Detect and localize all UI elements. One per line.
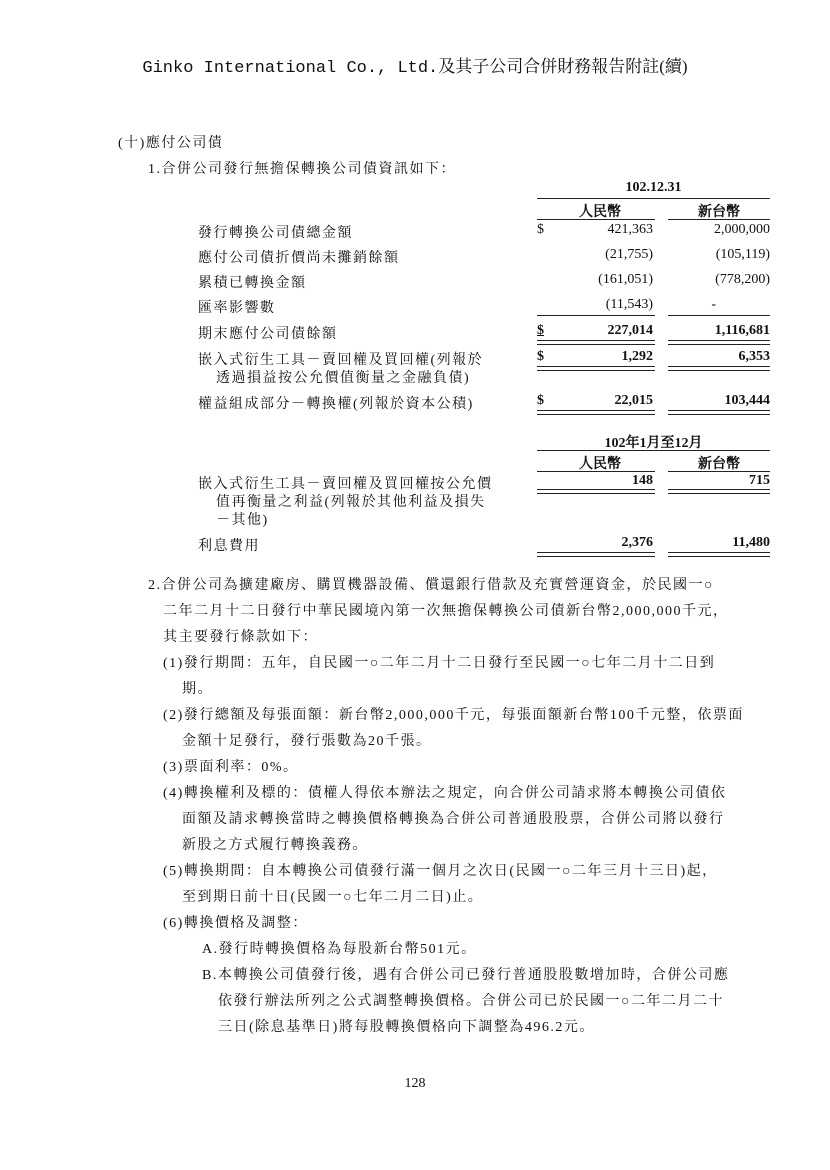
term-1-line: (1)發行期間：五年，自民國一○二年二月十二日發行至民國一○七年二月十二日到 <box>163 656 716 671</box>
table2-col-ntd-rule <box>668 471 770 472</box>
table1-row-rmb: (11,543) <box>605 297 653 312</box>
table1-row-rmb: 227,014 <box>607 323 653 338</box>
page-header <box>0 52 830 78</box>
total-rule-rmb <box>537 340 655 345</box>
total-rule-rmb <box>537 366 655 371</box>
subtotal-rule-rmb <box>537 315 655 316</box>
total-rule-ntd <box>668 410 770 415</box>
table1-row-rmb: 421,363 <box>607 222 653 237</box>
table1-row-ntd: (105,119) <box>715 247 770 262</box>
table2-row-label-cont: 值再衡量之利益(列報於其他利益及損失 <box>216 495 486 510</box>
table2-period-header: 102年1月至12月 <box>604 436 703 451</box>
table1-row-label-cont: 透過損益按公允價值衡量之金融負債) <box>216 371 471 386</box>
total-rule-rmb <box>537 489 655 494</box>
table2-row-rmb: 148 <box>632 473 653 488</box>
total-rule-rmb <box>537 410 655 415</box>
header-company-name: Ginko International Co., Ltd. <box>142 59 439 78</box>
term-6-line: (6)轉換價格及調整： <box>163 916 308 931</box>
table1-date-header: 102.12.31 <box>625 180 682 195</box>
total-rule-ntd <box>668 489 770 494</box>
table1-row-ntd: 103,444 <box>724 393 770 408</box>
term-3-line: (3)票面利率：0%。 <box>163 760 299 775</box>
subterm-b-line: 三日(除息基準日)將每股轉換價格向下調整為496.2元。 <box>218 1020 595 1035</box>
table1-row-rmb: 1,292 <box>621 349 653 364</box>
table1-row-ntd: - <box>711 297 716 312</box>
item2-line: 2.合併公司為擴建廠房、購買機器設備、償還銀行借款及充實營運資金，於民國一○ <box>148 578 714 593</box>
table1-col-rmb-rule <box>537 219 655 220</box>
table2-row-label: 嵌入式衍生工具－賣回權及買回權按公允價 <box>198 477 493 492</box>
table1-row-currency: $ <box>537 349 544 364</box>
table2-col-rmb: 人民幣 <box>579 457 621 472</box>
table1-row-label: 期末應付公司債餘額 <box>198 327 338 342</box>
table1-row-currency: $ <box>537 323 544 338</box>
term-4-line: 面額及請求轉換當時之轉換價格轉換為合併公司普通股股票，合併公司將以發行 <box>182 812 725 827</box>
table1-header-rule <box>537 198 770 199</box>
table1-row-label: 嵌入式衍生工具－賣回權及買回權(列報於 <box>198 353 484 368</box>
table2-row-label-cont: －其他) <box>216 513 269 528</box>
item2-line: 其主要發行條款如下： <box>163 630 318 645</box>
term-2-line: 金額十足發行，發行張數為20千張。 <box>182 734 432 749</box>
table2-row-label: 利息費用 <box>198 539 260 554</box>
total-rule-rmb <box>537 552 655 557</box>
table1-col-ntd: 新台幣 <box>698 205 740 220</box>
table1-row-currency: $ <box>537 393 544 408</box>
item1-intro: 1.合併公司發行無擔保轉換公司債資訊如下： <box>148 162 456 177</box>
item2-line: 二年二月十二日發行中華民國境內第一次無擔保轉換公司債新台幣2,000,000千元， <box>163 604 729 619</box>
table1-row-rmb: (21,755) <box>605 247 653 262</box>
table1-row-label: 匯率影響數 <box>198 301 276 316</box>
table1-row-rmb: (161,051) <box>598 272 653 287</box>
subterm-b-line: B.本轉換公司債發行後，遇有合併公司已發行普通股股數增加時，合併公司應 <box>202 968 730 983</box>
table2-row-rmb: 2,376 <box>621 535 653 550</box>
term-5-line: 至到期日前十日(民國一○七年二月二日)止。 <box>182 890 484 905</box>
total-rule-ntd <box>668 552 770 557</box>
table2-col-rmb-rule <box>537 471 655 472</box>
term-4-line: 新股之方式履行轉換義務。 <box>182 838 368 853</box>
table2-col-ntd: 新台幣 <box>698 457 740 472</box>
subterm-a-line: A.發行時轉換價格為每股新台幣501元。 <box>202 942 477 957</box>
subterm-b-line: 依發行辦法所列之公式調整轉換價格。合併公司已於民國一○二年二月二十 <box>218 994 724 1009</box>
term-1-line: 期。 <box>182 682 213 697</box>
total-rule-ntd <box>668 366 770 371</box>
table1-row-currency: $ <box>537 222 544 237</box>
section-heading: (十)應付公司債 <box>118 136 224 151</box>
table1-col-rmb: 人民幣 <box>579 205 621 220</box>
subtotal-rule-ntd <box>668 315 770 316</box>
table1-row-ntd: (778,200) <box>715 272 770 287</box>
table2-row-ntd: 11,480 <box>732 535 770 550</box>
table2-row-ntd: 715 <box>749 473 770 488</box>
table1-row-ntd: 1,116,681 <box>714 323 770 338</box>
table1-row-ntd: 6,353 <box>738 349 770 364</box>
table1-row-ntd: 2,000,000 <box>714 222 770 237</box>
table1-row-rmb: 22,015 <box>614 393 653 408</box>
table1-row-label: 累積已轉換金額 <box>198 276 307 291</box>
term-5-line: (5)轉換期間：自本轉換公司債發行滿一個月之次日(民國一○二年三月十三日)起， <box>163 864 718 879</box>
header-title: 及其子公司合併財務報告附註(續) <box>438 57 688 76</box>
table1-row-label: 權益組成部分－轉換權(列報於資本公積) <box>198 397 474 412</box>
table2-header-rule <box>537 450 770 451</box>
table1-row-label: 應付公司債折價尚未攤銷餘額 <box>198 251 400 266</box>
total-rule-ntd <box>668 340 770 345</box>
term-2-line: (2)發行總額及每張面額：新台幣2,000,000千元，每張面額新台幣100千元整，依票面 <box>163 708 744 723</box>
table1-col-ntd-rule <box>668 219 770 220</box>
table1-row-label: 發行轉換公司債總金額 <box>198 226 353 241</box>
page-number: 128 <box>404 1076 426 1091</box>
term-4-line: (4)轉換權利及標的：債權人得依本辦法之規定，向合併公司請求將本轉換公司債依 <box>163 786 727 801</box>
